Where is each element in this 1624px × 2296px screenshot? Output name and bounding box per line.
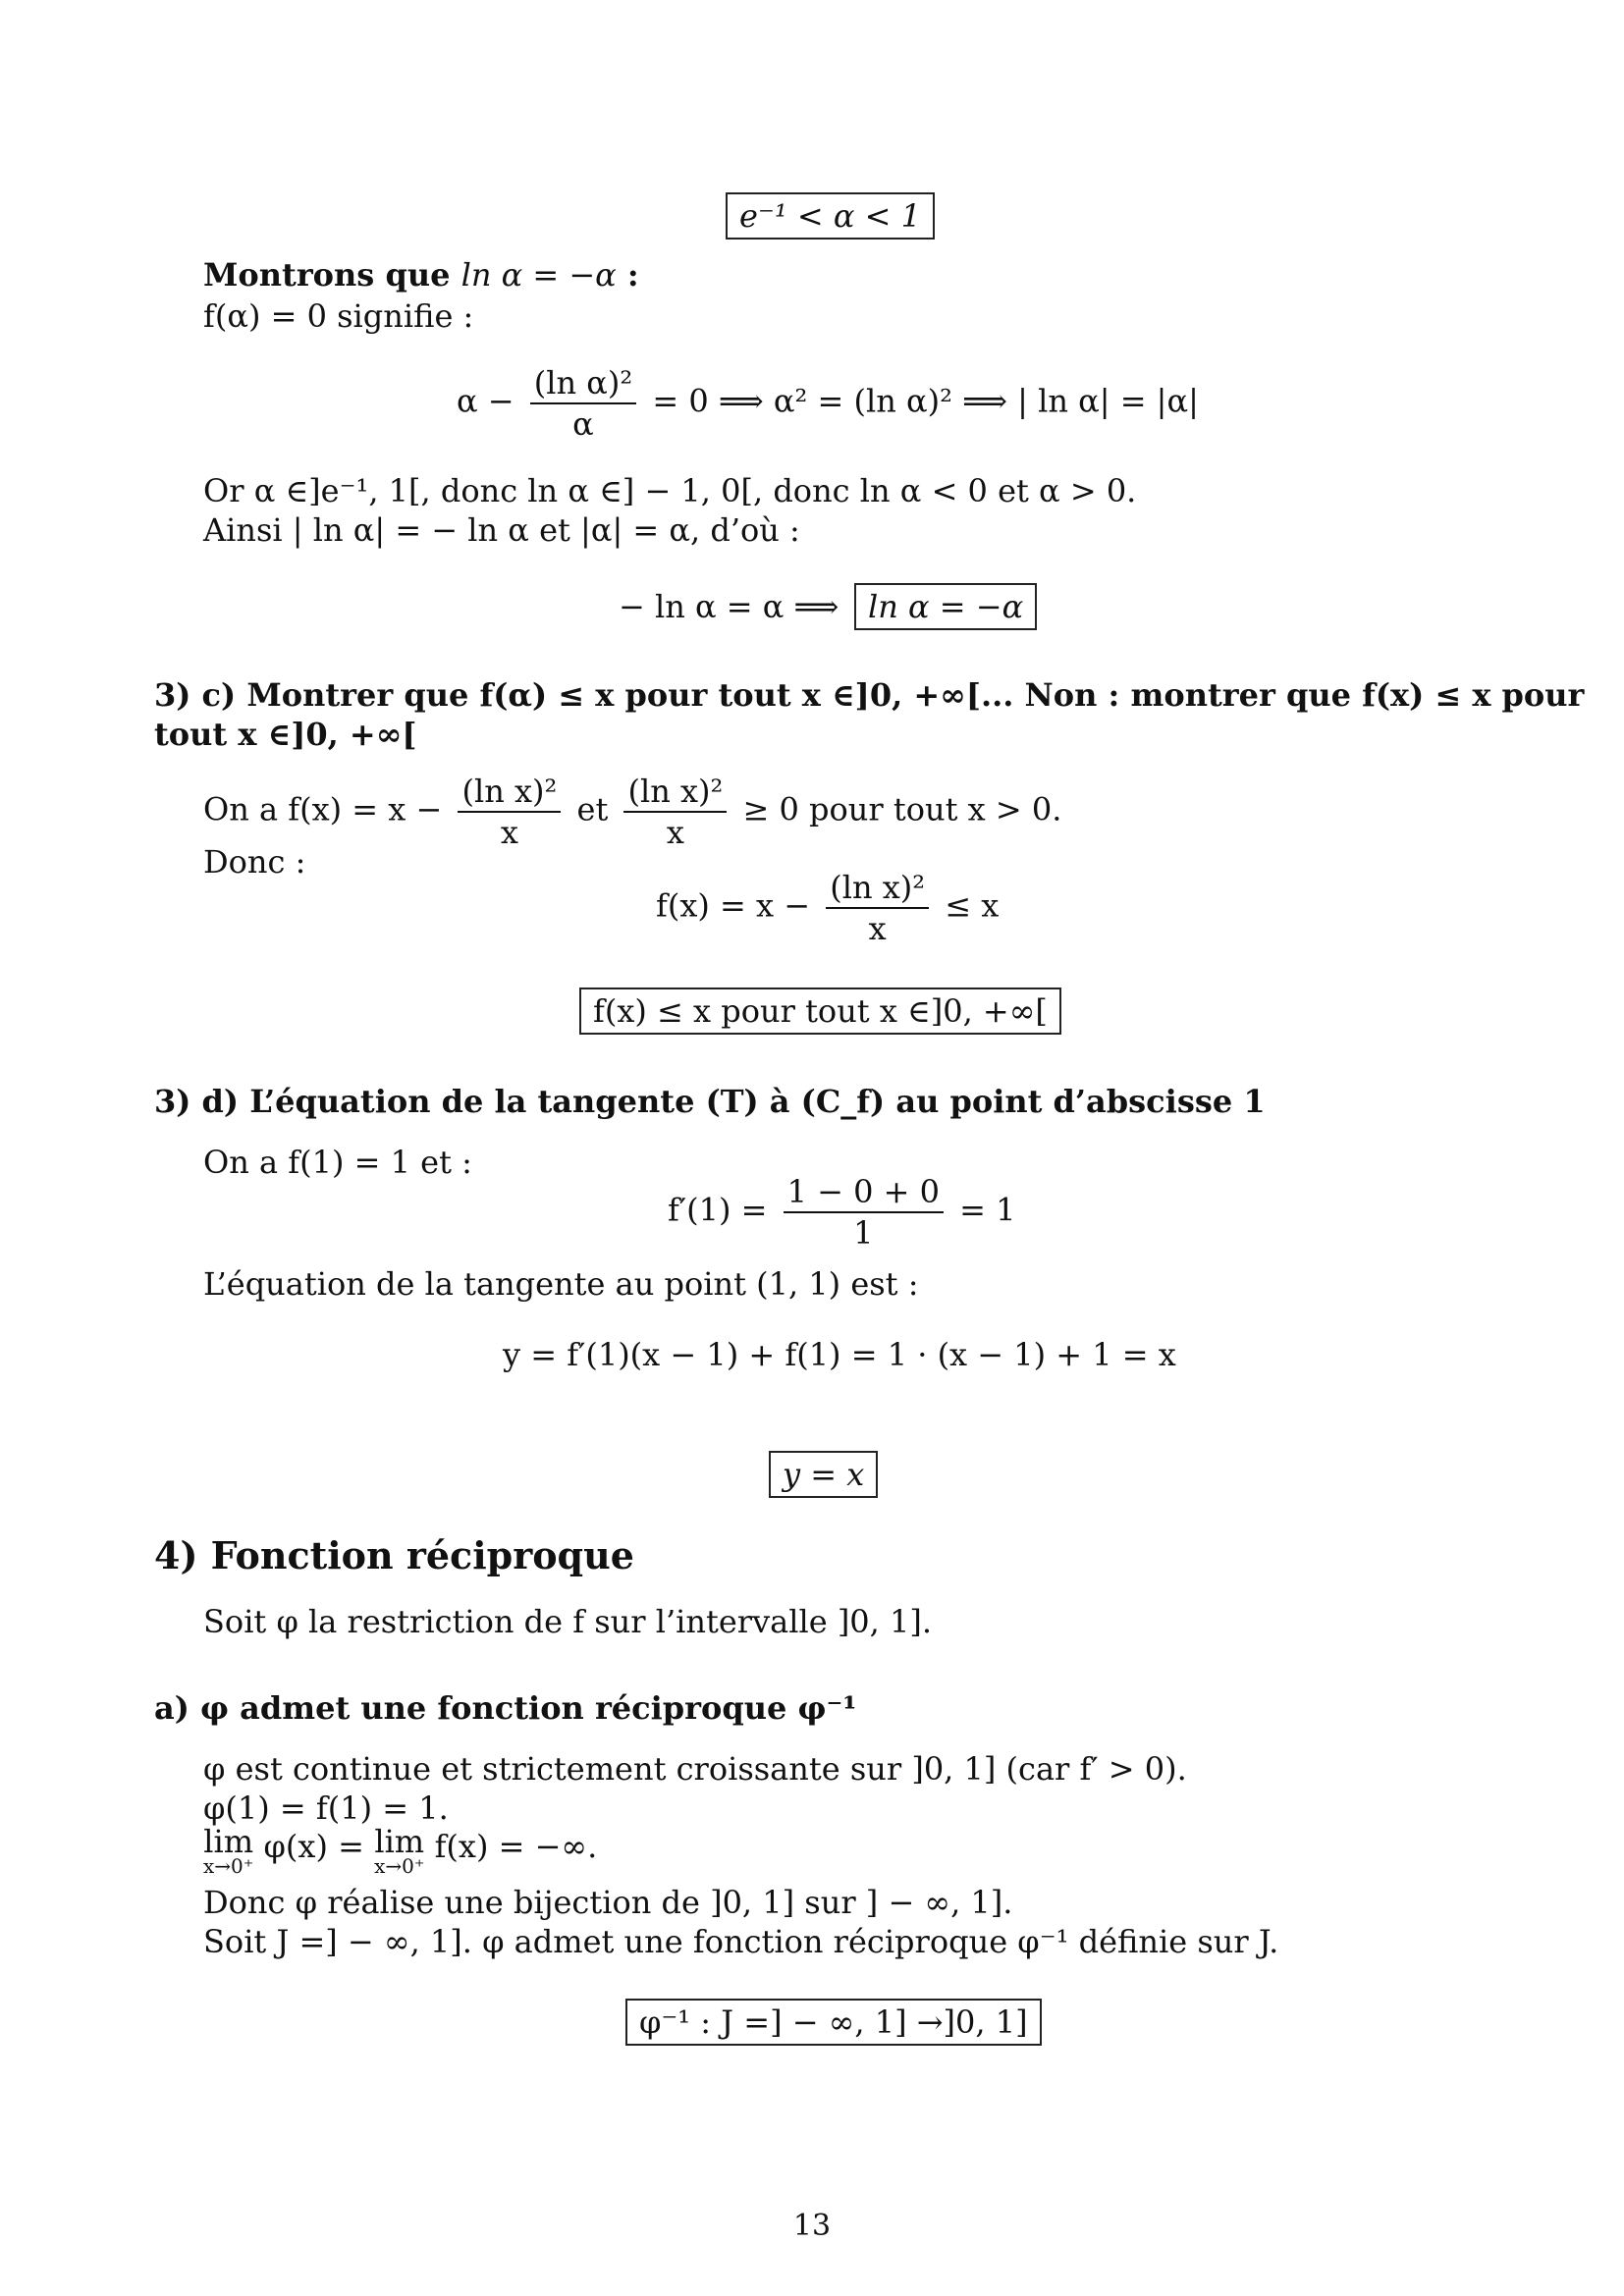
deriv-fraction	[784, 1172, 944, 1253]
alpha-eq-left: α −	[457, 382, 514, 420]
fx-ineq-right: ≤ x	[945, 886, 1000, 925]
limit-2-sub: x→0⁺	[374, 1854, 425, 1878]
fx-fraction-1	[458, 772, 561, 852]
fx-ineq-fraction	[826, 868, 929, 948]
on-a-fx-text: On a f(x) = x −	[203, 790, 443, 828]
fx-le-x-result-box	[579, 988, 1061, 1035]
tangent-result-text: y = x	[783, 1456, 865, 1493]
phi-one-line: φ(1) = f(1) = 1.	[203, 1789, 449, 1827]
section-4-intro: Soit φ la restriction de f sur l’intervalle ]0, 1].	[203, 1603, 933, 1640]
signifie-line: f(α) = 0 signifie :	[203, 297, 474, 335]
bijection-line: Donc φ réalise une bijection de ]0, 1] sur ] − ∞, 1].	[203, 1884, 1013, 1921]
ge-text: ≥ 0 pour tout x > 0.	[742, 790, 1062, 828]
fx-ineq-den: x	[868, 910, 887, 947]
section-3d-title: 3) d) L’équation de la tangente (T) à (C_f) au point d’abscisse 1	[154, 1083, 1266, 1120]
alpha-eq-right: = 0 ⟹ α² = (ln α)² ⟹ | ln α| = |α|	[652, 382, 1199, 420]
fx-ineq-num: (ln x)²	[826, 868, 929, 909]
alpha-eq-num: (ln α)²	[530, 363, 636, 404]
reciprocal-line: Soit J =] − ∞, 1]. φ admet une fonction réciproque φ⁻¹ définie sur J.	[203, 1923, 1279, 1960]
limit-1	[203, 1823, 254, 1878]
tangent-result-box	[769, 1451, 878, 1498]
limit-1-sub: x→0⁺	[203, 1854, 254, 1878]
fx-fraction-2	[623, 772, 727, 852]
deriv-left: f′(1) =	[668, 1191, 768, 1229]
deriv-right: = 1	[959, 1191, 1016, 1229]
alpha-eq-fraction	[530, 363, 636, 444]
on-a-fx-line	[203, 772, 1061, 852]
page-number: 13	[792, 2209, 832, 2243]
deriv-den: 1	[853, 1214, 874, 1252]
limit-1-label: lim	[203, 1823, 254, 1860]
continuity-line: φ est continue et strictement croissante sur ]0, 1] (car f′ > 0).	[203, 1750, 1187, 1788]
fx-ineq-left: f(x) = x −	[656, 886, 811, 925]
montrons-title	[203, 255, 639, 294]
fx-inequality	[656, 868, 999, 948]
limit-2-label: lim	[374, 1823, 425, 1860]
limit-mid: φ(x) =	[263, 1828, 364, 1865]
derivative-equation	[668, 1172, 1016, 1253]
section-4-heading: 4) Fonction réciproque	[154, 1533, 634, 1577]
on-a-f1-line: On a f(1) = 1 et :	[203, 1144, 472, 1181]
tangent-equation: y = f′(1)(x − 1) + f(1) = 1 · (x − 1) + 1 = x	[503, 1336, 1176, 1373]
et-text: et	[576, 790, 609, 828]
ainsi-line: Ainsi | ln α| = − ln α et |α| = α, d’où :	[203, 511, 800, 549]
tangent-intro: L’équation de la tangente au point (1, 1) est :	[203, 1265, 919, 1303]
ln-alpha-result-box	[854, 583, 1037, 630]
or-line: Or α ∈]e⁻¹, 1[, donc ln α ∈] − 1, 0[, donc ln α < 0 et α > 0.	[203, 472, 1137, 509]
limit-end: f(x) = −∞.	[434, 1828, 598, 1865]
montrons-title-bold: Montrons que	[203, 256, 461, 294]
deriv-num: 1 − 0 + 0	[784, 1172, 944, 1213]
section-3c-title-line2: tout x ∈]0, +∞[	[154, 716, 417, 753]
alpha-bounds-text: e⁻¹ < α < 1	[739, 197, 921, 235]
reciprocal-result-text: φ⁻¹ : J =] − ∞, 1] →]0, 1]	[639, 2003, 1028, 2041]
montrons-title-colon: :	[616, 256, 639, 294]
fx-fraction-2-den: x	[666, 814, 684, 851]
section-4a-title: a) φ admet une fonction réciproque φ⁻¹	[154, 1689, 857, 1727]
donc-line: Donc :	[203, 843, 306, 881]
alpha-equation	[457, 363, 1199, 444]
fx-fraction-1-num: (ln x)²	[458, 772, 561, 813]
limit-line	[203, 1823, 598, 1878]
ln-alpha-final-left: − ln α = α ⟹	[619, 588, 839, 625]
montrons-title-math: ln α = −α	[460, 256, 617, 294]
alpha-eq-den: α	[572, 405, 594, 443]
fx-fraction-2-num: (ln x)²	[623, 772, 727, 813]
fx-fraction-1-den: x	[500, 814, 518, 851]
alpha-bounds-result-box	[726, 192, 935, 240]
reciprocal-result-box	[625, 1999, 1042, 2046]
section-3c-title-line1: 3) c) Montrer que f(α) ≤ x pour tout x ∈]0, +∞[... Non : montrer que f(x) ≤ x pour	[154, 676, 1585, 714]
ln-alpha-result-text: ln α = −α	[868, 588, 1024, 625]
fx-le-x-result-text: f(x) ≤ x pour tout x ∈]0, +∞[	[593, 992, 1048, 1030]
limit-2	[374, 1823, 425, 1878]
